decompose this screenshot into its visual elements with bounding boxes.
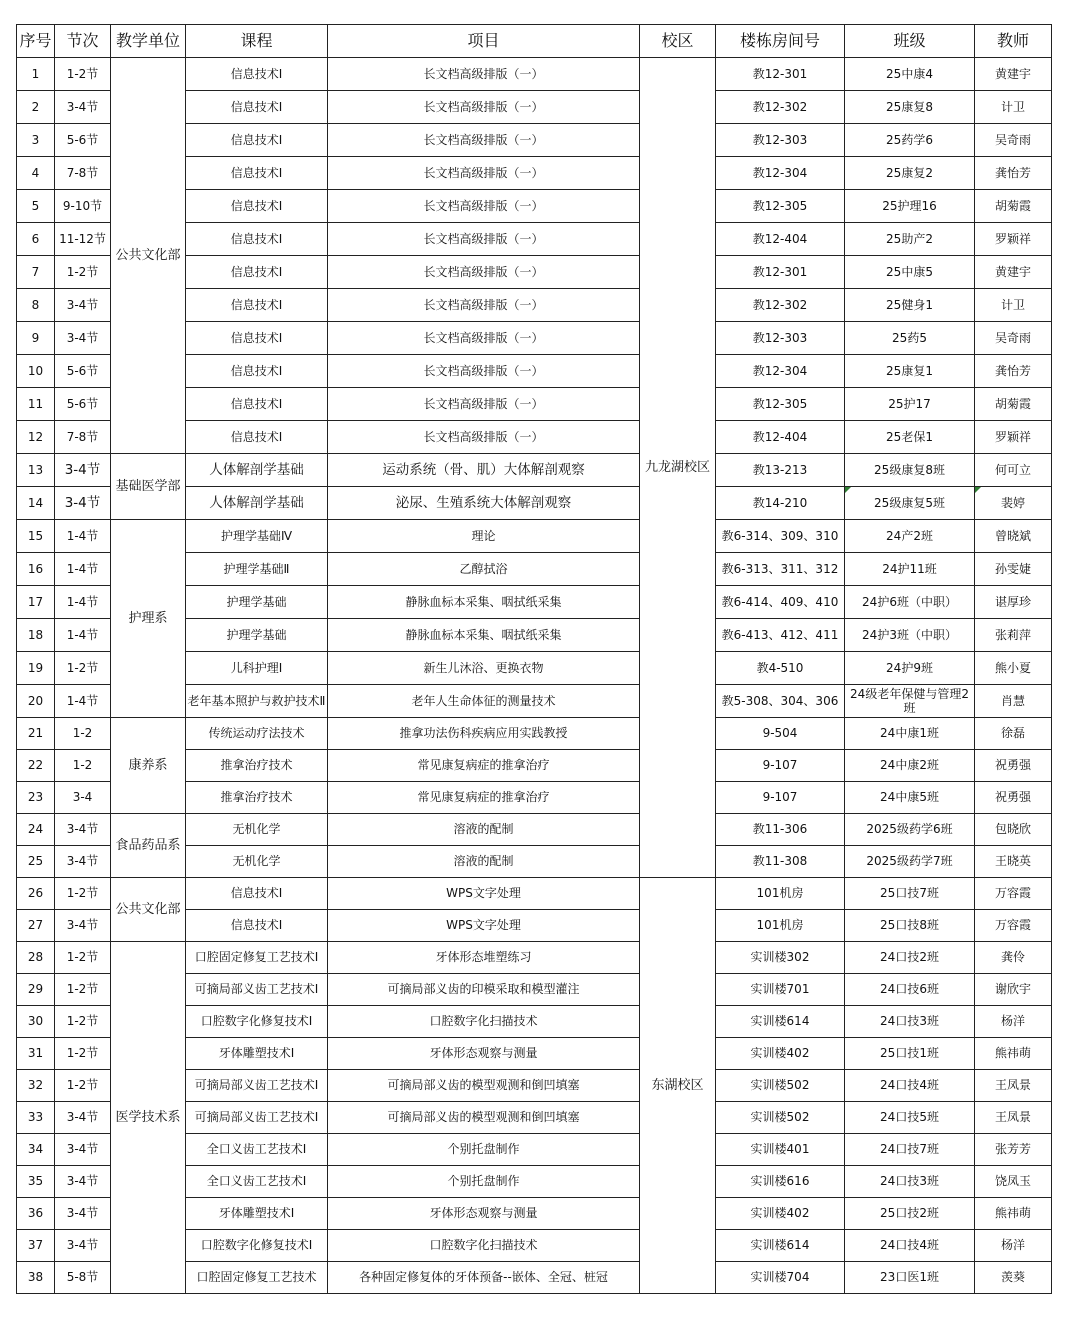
row-project-cell: 溶液的配制	[328, 846, 640, 878]
row-project-cell: 乙醇拭浴	[328, 553, 640, 586]
row-no-cell: 29	[17, 974, 55, 1006]
row-class-cell: 24级老年保健与管理2班	[845, 685, 975, 718]
row-period-cell: 3-4节	[55, 454, 111, 487]
row-period-cell: 7-8节	[55, 157, 111, 190]
row-course-cell: 信息技术Ⅰ	[186, 58, 328, 91]
row-project-cell: 新生儿沐浴、更换衣物	[328, 652, 640, 685]
row-room-cell: 9-107	[716, 750, 845, 782]
row-teacher-cell: 肖慧	[975, 685, 1052, 718]
row-project-cell: 长文档高级排版（一）	[328, 124, 640, 157]
row-course-cell: 信息技术Ⅰ	[186, 289, 328, 322]
row-class-cell: 24产2班	[845, 520, 975, 553]
row-project-cell: 静脉血标本采集、咽拭纸采集	[328, 586, 640, 619]
row-project-cell: 可摘局部义齿的印模采取和模型灌注	[328, 974, 640, 1006]
row-room-cell: 101机房	[716, 878, 845, 910]
row-no-cell: 16	[17, 553, 55, 586]
row-period-cell: 7-8节	[55, 421, 111, 454]
row-class-cell: 24口技7班	[845, 1134, 975, 1166]
row-teacher-cell: 祝勇强	[975, 782, 1052, 814]
row-project-cell: 长文档高级排版（一）	[328, 223, 640, 256]
row-class-cell: 24护11班	[845, 553, 975, 586]
row-period-cell: 3-4节	[55, 910, 111, 942]
row-course-cell: 无机化学	[186, 814, 328, 846]
header-row	[17, 25, 1052, 58]
row-room-cell: 教14-210	[716, 487, 845, 520]
row-course-cell: 护理学基础	[186, 586, 328, 619]
row-course-cell: 人体解剖学基础	[186, 487, 328, 520]
row-project-cell: 口腔数字化扫描技术	[328, 1230, 640, 1262]
row-room-cell: 实训楼402	[716, 1198, 845, 1230]
unit-cell: 医学技术系	[111, 942, 186, 1294]
unit-cell: 公共文化部	[111, 58, 186, 454]
row-project-cell: 长文档高级排版（一）	[328, 190, 640, 223]
row-class-cell: 25护理16	[845, 190, 975, 223]
row-class-cell: 25级康复5班	[845, 487, 975, 520]
row-project-cell: WPS文字处理	[328, 878, 640, 910]
table-row	[17, 454, 1052, 487]
row-period-cell: 5-8节	[55, 1262, 111, 1294]
row-project-cell: WPS文字处理	[328, 910, 640, 942]
row-teacher-cell: 祝勇强	[975, 750, 1052, 782]
row-period-cell: 1-4节	[55, 586, 111, 619]
row-period-cell: 3-4	[55, 782, 111, 814]
row-project-cell: 长文档高级排版（一）	[328, 157, 640, 190]
row-class-cell: 25口技7班	[845, 878, 975, 910]
row-period-cell: 1-2节	[55, 58, 111, 91]
row-room-cell: 实训楼701	[716, 974, 845, 1006]
row-course-cell: 信息技术Ⅰ	[186, 322, 328, 355]
row-project-cell: 可摘局部义齿的模型观测和倒凹填塞	[328, 1070, 640, 1102]
row-room-cell: 9-504	[716, 718, 845, 750]
schedule-table	[16, 24, 1052, 1294]
header-cell-no: 序号	[17, 25, 55, 58]
row-teacher-cell: 吴奇雨	[975, 322, 1052, 355]
row-teacher-cell: 王凤景	[975, 1070, 1052, 1102]
row-room-cell: 教6-313、311、312	[716, 553, 845, 586]
row-course-cell: 全口义齿工艺技术Ⅰ	[186, 1166, 328, 1198]
row-teacher-cell: 张莉萍	[975, 619, 1052, 652]
row-teacher-cell: 裴婷	[975, 487, 1052, 520]
row-room-cell: 9-107	[716, 782, 845, 814]
row-project-cell: 泌尿、生殖系统大体解剖观察	[328, 487, 640, 520]
row-period-cell: 1-2节	[55, 942, 111, 974]
row-class-cell: 2025级药学7班	[845, 846, 975, 878]
row-project-cell: 长文档高级排版（一）	[328, 355, 640, 388]
row-period-cell: 3-4节	[55, 91, 111, 124]
row-no-cell: 30	[17, 1006, 55, 1038]
table-row	[17, 718, 1052, 750]
row-project-cell: 口腔数字化扫描技术	[328, 1006, 640, 1038]
row-teacher-cell: 黄建宇	[975, 58, 1052, 91]
row-class-cell: 24中康1班	[845, 718, 975, 750]
row-teacher-cell: 熊祎萌	[975, 1038, 1052, 1070]
row-no-cell: 25	[17, 846, 55, 878]
row-project-cell: 运动系统（骨、肌）大体解剖观察	[328, 454, 640, 487]
row-class-cell: 24口技4班	[845, 1230, 975, 1262]
row-no-cell: 9	[17, 322, 55, 355]
row-teacher-cell: 徐磊	[975, 718, 1052, 750]
row-teacher-cell: 计卫	[975, 289, 1052, 322]
row-room-cell: 教11-306	[716, 814, 845, 846]
row-no-cell: 17	[17, 586, 55, 619]
row-no-cell: 31	[17, 1038, 55, 1070]
row-course-cell: 信息技术Ⅰ	[186, 910, 328, 942]
row-class-cell: 25康复8	[845, 91, 975, 124]
row-no-cell: 11	[17, 388, 55, 421]
row-period-cell: 1-4节	[55, 520, 111, 553]
row-no-cell: 23	[17, 782, 55, 814]
row-room-cell: 教12-304	[716, 157, 845, 190]
row-teacher-cell: 杨洋	[975, 1006, 1052, 1038]
header-cell-campus: 校区	[640, 25, 716, 58]
row-project-cell: 各种固定修复体的牙体预备--嵌体、全冠、桩冠	[328, 1262, 640, 1294]
row-course-cell: 推拿治疗技术	[186, 750, 328, 782]
row-class-cell: 25药学6	[845, 124, 975, 157]
row-no-cell: 37	[17, 1230, 55, 1262]
row-class-cell: 24口技3班	[845, 1006, 975, 1038]
row-period-cell: 5-6节	[55, 124, 111, 157]
row-no-cell: 36	[17, 1198, 55, 1230]
row-project-cell: 牙体形态观察与测量	[328, 1198, 640, 1230]
row-course-cell: 信息技术Ⅰ	[186, 91, 328, 124]
row-project-cell: 长文档高级排版（一）	[328, 91, 640, 124]
row-course-cell: 信息技术Ⅰ	[186, 878, 328, 910]
row-course-cell: 信息技术Ⅰ	[186, 256, 328, 289]
row-course-cell: 口腔固定修复工艺技术Ⅰ	[186, 942, 328, 974]
row-room-cell: 教6-414、409、410	[716, 586, 845, 619]
row-course-cell: 信息技术Ⅰ	[186, 157, 328, 190]
row-teacher-cell: 龚伶	[975, 942, 1052, 974]
row-no-cell: 10	[17, 355, 55, 388]
row-room-cell: 教11-308	[716, 846, 845, 878]
row-period-cell: 3-4节	[55, 1102, 111, 1134]
row-room-cell: 实训楼502	[716, 1070, 845, 1102]
table-row	[17, 520, 1052, 553]
row-course-cell: 可摘局部义齿工艺技术Ⅰ	[186, 974, 328, 1006]
row-room-cell: 教12-301	[716, 58, 845, 91]
row-course-cell: 信息技术Ⅰ	[186, 190, 328, 223]
table-row	[17, 942, 1052, 974]
row-class-cell: 25口技8班	[845, 910, 975, 942]
header-cell-teacher: 教师	[975, 25, 1052, 58]
row-no-cell: 34	[17, 1134, 55, 1166]
row-room-cell: 教12-303	[716, 322, 845, 355]
row-no-cell: 12	[17, 421, 55, 454]
row-course-cell: 信息技术Ⅰ	[186, 124, 328, 157]
row-course-cell: 护理学基础Ⅳ	[186, 520, 328, 553]
row-no-cell: 38	[17, 1262, 55, 1294]
row-period-cell: 1-2节	[55, 878, 111, 910]
row-period-cell: 1-4节	[55, 619, 111, 652]
row-course-cell: 人体解剖学基础	[186, 454, 328, 487]
row-period-cell: 1-4节	[55, 685, 111, 718]
row-period-cell: 1-2	[55, 718, 111, 750]
row-period-cell: 3-4节	[55, 322, 111, 355]
row-class-cell: 25康复2	[845, 157, 975, 190]
row-period-cell: 5-6节	[55, 388, 111, 421]
row-teacher-cell: 龚怡芳	[975, 157, 1052, 190]
row-teacher-cell: 万容霞	[975, 910, 1052, 942]
row-room-cell: 教4-510	[716, 652, 845, 685]
row-period-cell: 1-2节	[55, 256, 111, 289]
row-teacher-cell: 吴奇雨	[975, 124, 1052, 157]
row-room-cell: 实训楼614	[716, 1006, 845, 1038]
row-no-cell: 33	[17, 1102, 55, 1134]
row-project-cell: 牙体形态观察与测量	[328, 1038, 640, 1070]
row-teacher-cell: 罗颖祥	[975, 421, 1052, 454]
row-period-cell: 1-2节	[55, 652, 111, 685]
row-room-cell: 实训楼616	[716, 1166, 845, 1198]
table-row	[17, 58, 1052, 91]
row-room-cell: 教12-301	[716, 256, 845, 289]
unit-cell: 康养系	[111, 718, 186, 814]
header-cell-room: 楼栋房间号	[716, 25, 845, 58]
row-course-cell: 信息技术Ⅰ	[186, 355, 328, 388]
row-period-cell: 1-2节	[55, 974, 111, 1006]
row-room-cell: 教12-404	[716, 223, 845, 256]
row-period-cell: 1-2节	[55, 1070, 111, 1102]
row-class-cell: 24护6班（中职）	[845, 586, 975, 619]
row-period-cell: 3-4节	[55, 1134, 111, 1166]
row-no-cell: 1	[17, 58, 55, 91]
row-period-cell: 3-4节	[55, 1198, 111, 1230]
row-class-cell: 24中康2班	[845, 750, 975, 782]
table-row	[17, 814, 1052, 846]
row-class-cell: 25中康5	[845, 256, 975, 289]
row-class-cell: 24护9班	[845, 652, 975, 685]
row-course-cell: 牙体雕塑技术Ⅰ	[186, 1038, 328, 1070]
row-room-cell: 教6-314、309、310	[716, 520, 845, 553]
row-period-cell: 3-4节	[55, 1166, 111, 1198]
row-period-cell: 1-2节	[55, 1006, 111, 1038]
row-project-cell: 长文档高级排版（一）	[328, 256, 640, 289]
row-class-cell: 2025级药学6班	[845, 814, 975, 846]
row-room-cell: 实训楼302	[716, 942, 845, 974]
row-teacher-cell: 曾晓斌	[975, 520, 1052, 553]
row-room-cell: 实训楼401	[716, 1134, 845, 1166]
row-teacher-cell: 罗颖祥	[975, 223, 1052, 256]
row-period-cell: 3-4节	[55, 289, 111, 322]
row-class-cell: 24口技4班	[845, 1070, 975, 1102]
row-project-cell: 常见康复病症的推拿治疗	[328, 750, 640, 782]
row-course-cell: 口腔数字化修复技术Ⅰ	[186, 1230, 328, 1262]
row-course-cell: 信息技术Ⅰ	[186, 223, 328, 256]
row-room-cell: 教6-413、412、411	[716, 619, 845, 652]
row-no-cell: 3	[17, 124, 55, 157]
unit-cell: 食品药品系	[111, 814, 186, 878]
row-project-cell: 牙体形态堆塑练习	[328, 942, 640, 974]
row-class-cell: 25健身1	[845, 289, 975, 322]
row-room-cell: 教12-302	[716, 91, 845, 124]
row-class-cell: 25助产2	[845, 223, 975, 256]
row-no-cell: 32	[17, 1070, 55, 1102]
row-period-cell: 1-4节	[55, 553, 111, 586]
row-project-cell: 可摘局部义齿的模型观测和倒凹填塞	[328, 1102, 640, 1134]
row-teacher-cell: 胡菊霞	[975, 388, 1052, 421]
row-no-cell: 13	[17, 454, 55, 487]
table-body	[17, 58, 1052, 1294]
row-no-cell: 6	[17, 223, 55, 256]
header-cell-unit: 教学单位	[111, 25, 186, 58]
row-room-cell: 教12-305	[716, 388, 845, 421]
row-period-cell: 11-12节	[55, 223, 111, 256]
row-course-cell: 口腔固定修复工艺技术	[186, 1262, 328, 1294]
row-period-cell: 3-4节	[55, 814, 111, 846]
row-teacher-cell: 羡葵	[975, 1262, 1052, 1294]
row-project-cell: 个别托盘制作	[328, 1134, 640, 1166]
row-period-cell: 3-4节	[55, 487, 111, 520]
row-teacher-cell: 龚怡芳	[975, 355, 1052, 388]
row-class-cell: 25护17	[845, 388, 975, 421]
row-room-cell: 教12-303	[716, 124, 845, 157]
row-teacher-cell: 饶凤玉	[975, 1166, 1052, 1198]
row-teacher-cell: 张芳芳	[975, 1134, 1052, 1166]
row-room-cell: 实训楼614	[716, 1230, 845, 1262]
row-no-cell: 19	[17, 652, 55, 685]
row-no-cell: 5	[17, 190, 55, 223]
row-no-cell: 28	[17, 942, 55, 974]
row-period-cell: 1-2	[55, 750, 111, 782]
row-class-cell: 25药5	[845, 322, 975, 355]
row-no-cell: 20	[17, 685, 55, 718]
row-no-cell: 26	[17, 878, 55, 910]
row-teacher-cell: 黄建宇	[975, 256, 1052, 289]
row-project-cell: 长文档高级排版（一）	[328, 322, 640, 355]
row-no-cell: 15	[17, 520, 55, 553]
header-cell-period: 节次	[55, 25, 111, 58]
header-cell-project: 项目	[328, 25, 640, 58]
row-project-cell: 静脉血标本采集、咽拭纸采集	[328, 619, 640, 652]
row-class-cell: 25级康复8班	[845, 454, 975, 487]
row-period-cell: 3-4节	[55, 846, 111, 878]
row-class-cell: 24中康5班	[845, 782, 975, 814]
row-course-cell: 牙体雕塑技术Ⅰ	[186, 1198, 328, 1230]
table-row	[17, 878, 1052, 910]
row-course-cell: 信息技术Ⅰ	[186, 388, 328, 421]
row-class-cell: 25口技2班	[845, 1198, 975, 1230]
row-room-cell: 教12-304	[716, 355, 845, 388]
row-room-cell: 教5-308、304、306	[716, 685, 845, 718]
row-class-cell: 24口技3班	[845, 1166, 975, 1198]
row-project-cell: 长文档高级排版（一）	[328, 388, 640, 421]
row-class-cell: 25老保1	[845, 421, 975, 454]
row-no-cell: 14	[17, 487, 55, 520]
row-course-cell: 儿科护理Ⅰ	[186, 652, 328, 685]
row-course-cell: 传统运动疗法技术	[186, 718, 328, 750]
row-period-cell: 1-2节	[55, 1038, 111, 1070]
row-course-cell: 老年基本照护与救护技术Ⅱ	[186, 685, 328, 718]
row-course-cell: 可摘局部义齿工艺技术Ⅰ	[186, 1102, 328, 1134]
row-project-cell: 长文档高级排版（一）	[328, 289, 640, 322]
row-project-cell: 理论	[328, 520, 640, 553]
row-teacher-cell: 王凤景	[975, 1102, 1052, 1134]
row-course-cell: 护理学基础	[186, 619, 328, 652]
row-no-cell: 8	[17, 289, 55, 322]
campus-cell: 东湖校区	[640, 878, 716, 1294]
row-room-cell: 教12-404	[716, 421, 845, 454]
row-project-cell: 个别托盘制作	[328, 1166, 640, 1198]
row-teacher-cell: 熊小夏	[975, 652, 1052, 685]
row-teacher-cell: 谢欣宇	[975, 974, 1052, 1006]
row-teacher-cell: 谌厚珍	[975, 586, 1052, 619]
row-class-cell: 25口技1班	[845, 1038, 975, 1070]
row-period-cell: 5-6节	[55, 355, 111, 388]
unit-cell: 基础医学部	[111, 454, 186, 520]
row-no-cell: 2	[17, 91, 55, 124]
row-no-cell: 21	[17, 718, 55, 750]
row-no-cell: 4	[17, 157, 55, 190]
row-room-cell: 教12-305	[716, 190, 845, 223]
row-room-cell: 实训楼502	[716, 1102, 845, 1134]
row-class-cell: 24口技2班	[845, 942, 975, 974]
unit-cell: 公共文化部	[111, 878, 186, 942]
row-class-cell: 24口技6班	[845, 974, 975, 1006]
row-class-cell: 24口技5班	[845, 1102, 975, 1134]
row-no-cell: 24	[17, 814, 55, 846]
row-project-cell: 常见康复病症的推拿治疗	[328, 782, 640, 814]
row-teacher-cell: 何可立	[975, 454, 1052, 487]
row-room-cell: 实训楼704	[716, 1262, 845, 1294]
row-teacher-cell: 万容霞	[975, 878, 1052, 910]
row-no-cell: 18	[17, 619, 55, 652]
row-course-cell: 信息技术Ⅰ	[186, 421, 328, 454]
campus-cell: 九龙湖校区	[640, 58, 716, 878]
row-period-cell: 3-4节	[55, 1230, 111, 1262]
row-project-cell: 老年人生命体征的测量技术	[328, 685, 640, 718]
row-class-cell: 23口医1班	[845, 1262, 975, 1294]
row-course-cell: 无机化学	[186, 846, 328, 878]
row-room-cell: 教13-213	[716, 454, 845, 487]
row-project-cell: 溶液的配制	[328, 814, 640, 846]
row-teacher-cell: 杨洋	[975, 1230, 1052, 1262]
header-cell-course: 课程	[186, 25, 328, 58]
row-project-cell: 长文档高级排版（一）	[328, 421, 640, 454]
row-course-cell: 护理学基础Ⅱ	[186, 553, 328, 586]
row-teacher-cell: 王晓英	[975, 846, 1052, 878]
row-teacher-cell: 孙雯婕	[975, 553, 1052, 586]
row-room-cell: 教12-302	[716, 289, 845, 322]
row-no-cell: 27	[17, 910, 55, 942]
row-no-cell: 7	[17, 256, 55, 289]
row-course-cell: 可摘局部义齿工艺技术Ⅰ	[186, 1070, 328, 1102]
row-course-cell: 口腔数字化修复技术Ⅰ	[186, 1006, 328, 1038]
row-project-cell: 推拿功法伤科疾病应用实践教授	[328, 718, 640, 750]
row-no-cell: 35	[17, 1166, 55, 1198]
row-class-cell: 25中康4	[845, 58, 975, 91]
row-teacher-cell: 计卫	[975, 91, 1052, 124]
row-teacher-cell: 胡菊霞	[975, 190, 1052, 223]
row-room-cell: 101机房	[716, 910, 845, 942]
header-cell-class: 班级	[845, 25, 975, 58]
row-period-cell: 9-10节	[55, 190, 111, 223]
row-project-cell: 长文档高级排版（一）	[328, 58, 640, 91]
row-course-cell: 全口义齿工艺技术Ⅰ	[186, 1134, 328, 1166]
row-course-cell: 推拿治疗技术	[186, 782, 328, 814]
unit-cell: 护理系	[111, 520, 186, 718]
row-class-cell: 24护3班（中职）	[845, 619, 975, 652]
row-teacher-cell: 包晓欣	[975, 814, 1052, 846]
row-room-cell: 实训楼402	[716, 1038, 845, 1070]
row-teacher-cell: 熊祎萌	[975, 1198, 1052, 1230]
row-class-cell: 25康复1	[845, 355, 975, 388]
row-no-cell: 22	[17, 750, 55, 782]
